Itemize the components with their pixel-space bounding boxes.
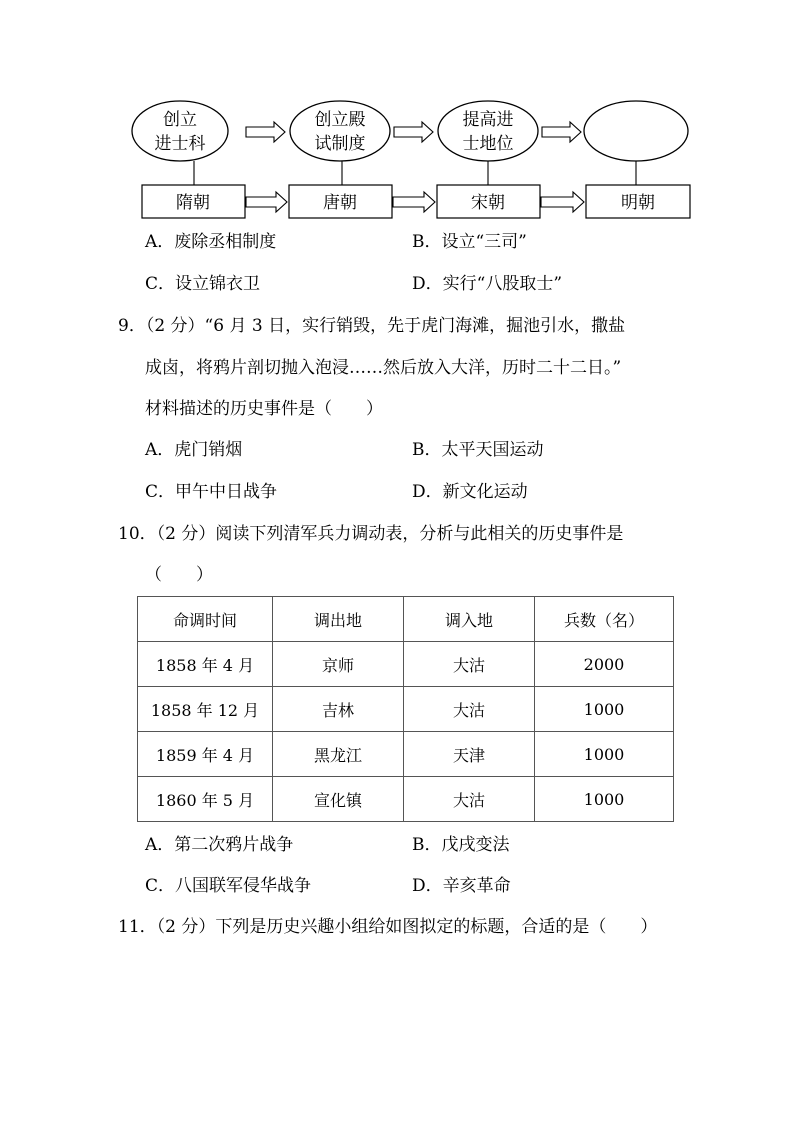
q9-option-d[interactable]: D．新文化运动	[412, 482, 528, 502]
q9-stem-line-2: 成卤，将鸦片剖切抛入泡浸……然后放入大洋，历时二十二日。”	[145, 358, 622, 378]
table-cell-to: 大沽	[404, 687, 535, 732]
ellipse-1-line-2: 进士科	[154, 134, 206, 154]
ellipse-3-line-1: 提高进	[462, 110, 514, 130]
ellipse-arrow-1	[246, 122, 285, 142]
table-cell-to: 大沽	[404, 642, 535, 687]
table-cell-time: 1858 年 4 月	[138, 642, 273, 687]
table-header-cell: 调出地	[273, 597, 404, 642]
ellipse-arrow-2	[394, 122, 433, 142]
table-header-cell: 调入地	[404, 597, 535, 642]
ellipse-2-line-1: 创立殿	[314, 110, 366, 130]
box-arrow-1	[246, 192, 287, 212]
table-row	[138, 732, 674, 777]
ellipse-3	[438, 101, 538, 161]
q8-option-a[interactable]: A．废除丞相制度	[145, 232, 277, 252]
q8-option-d[interactable]: D．实行“八股取士”	[412, 274, 563, 294]
q11-stem-line-1: 11．（2 分）下列是历史兴趣小组给如图拟定的标题，合适的是（ ）	[118, 917, 658, 937]
table-cell-from: 吉林	[273, 687, 404, 732]
table-header-cell: 命调时间	[138, 597, 273, 642]
q10-stem-line-2: （ ）	[145, 565, 213, 585]
table-cell-to: 天津	[404, 732, 535, 777]
ellipse-3-line-2: 士地位	[462, 134, 514, 154]
ellipse-1-line-1: 创立	[163, 110, 197, 130]
dynasty-box-1	[142, 185, 245, 218]
q9-option-c[interactable]: C．甲午中日战争	[145, 482, 278, 502]
ellipse-4-blank	[584, 101, 688, 161]
dynasty-label-1: 隋朝	[176, 193, 210, 213]
table-cell-count: 1000	[535, 687, 674, 732]
table-cell-to: 大沽	[404, 777, 535, 822]
dynasty-label-2: 唐朝	[323, 193, 357, 213]
dynasty-box-3	[437, 185, 540, 218]
table-cell-time: 1858 年 12 月	[138, 687, 273, 732]
q9-stem-line-3: 材料描述的历史事件是（ ）	[145, 399, 383, 419]
box-arrow-3	[541, 192, 584, 212]
dynasty-box-4	[586, 185, 690, 218]
ellipse-2	[290, 101, 390, 161]
q9-option-b[interactable]: B．太平天国运动	[412, 440, 544, 460]
table-cell-from: 宣化镇	[273, 777, 404, 822]
q10-option-c[interactable]: C．八国联军侵华战争	[145, 876, 312, 896]
q8-option-c[interactable]: C．设立锦衣卫	[145, 274, 261, 294]
table-cell-time: 1860 年 5 月	[138, 777, 273, 822]
ellipse-arrow-3	[542, 122, 581, 142]
table-cell-time: 1859 年 4 月	[138, 732, 273, 777]
ellipse-1	[132, 101, 228, 161]
box-arrow-2	[393, 192, 435, 212]
imperial-exam-flow-diagram	[130, 95, 700, 225]
table-row	[138, 687, 674, 732]
table-header-row	[138, 597, 674, 642]
table-cell-count: 2000	[535, 642, 674, 687]
dynasty-label-4: 明朝	[621, 193, 655, 213]
q9-option-a[interactable]: A．虎门销烟	[145, 440, 243, 460]
table-cell-count: 1000	[535, 732, 674, 777]
table-cell-count: 1000	[535, 777, 674, 822]
q10-option-a[interactable]: A．第二次鸦片战争	[145, 835, 294, 855]
table-header-cell: 兵数（名）	[535, 597, 674, 642]
table-cell-from: 京师	[273, 642, 404, 687]
q10-stem-line-1: 10．（2 分）阅读下列清军兵力调动表，分析与此相关的历史事件是	[118, 524, 624, 544]
table-row	[138, 777, 674, 822]
q8-option-b[interactable]: B．设立“三司”	[412, 232, 527, 252]
q10-option-d[interactable]: D．辛亥革命	[412, 876, 511, 896]
q9-stem-line-1: 9．（2 分）“6 月 3 日，实行销毁，先于虎门海滩，掘池引水，撒盐	[118, 316, 626, 336]
q10-option-b[interactable]: B．戊戌变法	[412, 835, 510, 855]
table-row	[138, 642, 674, 687]
dynasty-label-3: 宋朝	[471, 193, 505, 213]
table-cell-from: 黑龙江	[273, 732, 404, 777]
troop-movement-table	[137, 596, 674, 822]
ellipse-2-line-2: 试制度	[314, 134, 366, 154]
dynasty-box-2	[289, 185, 392, 218]
